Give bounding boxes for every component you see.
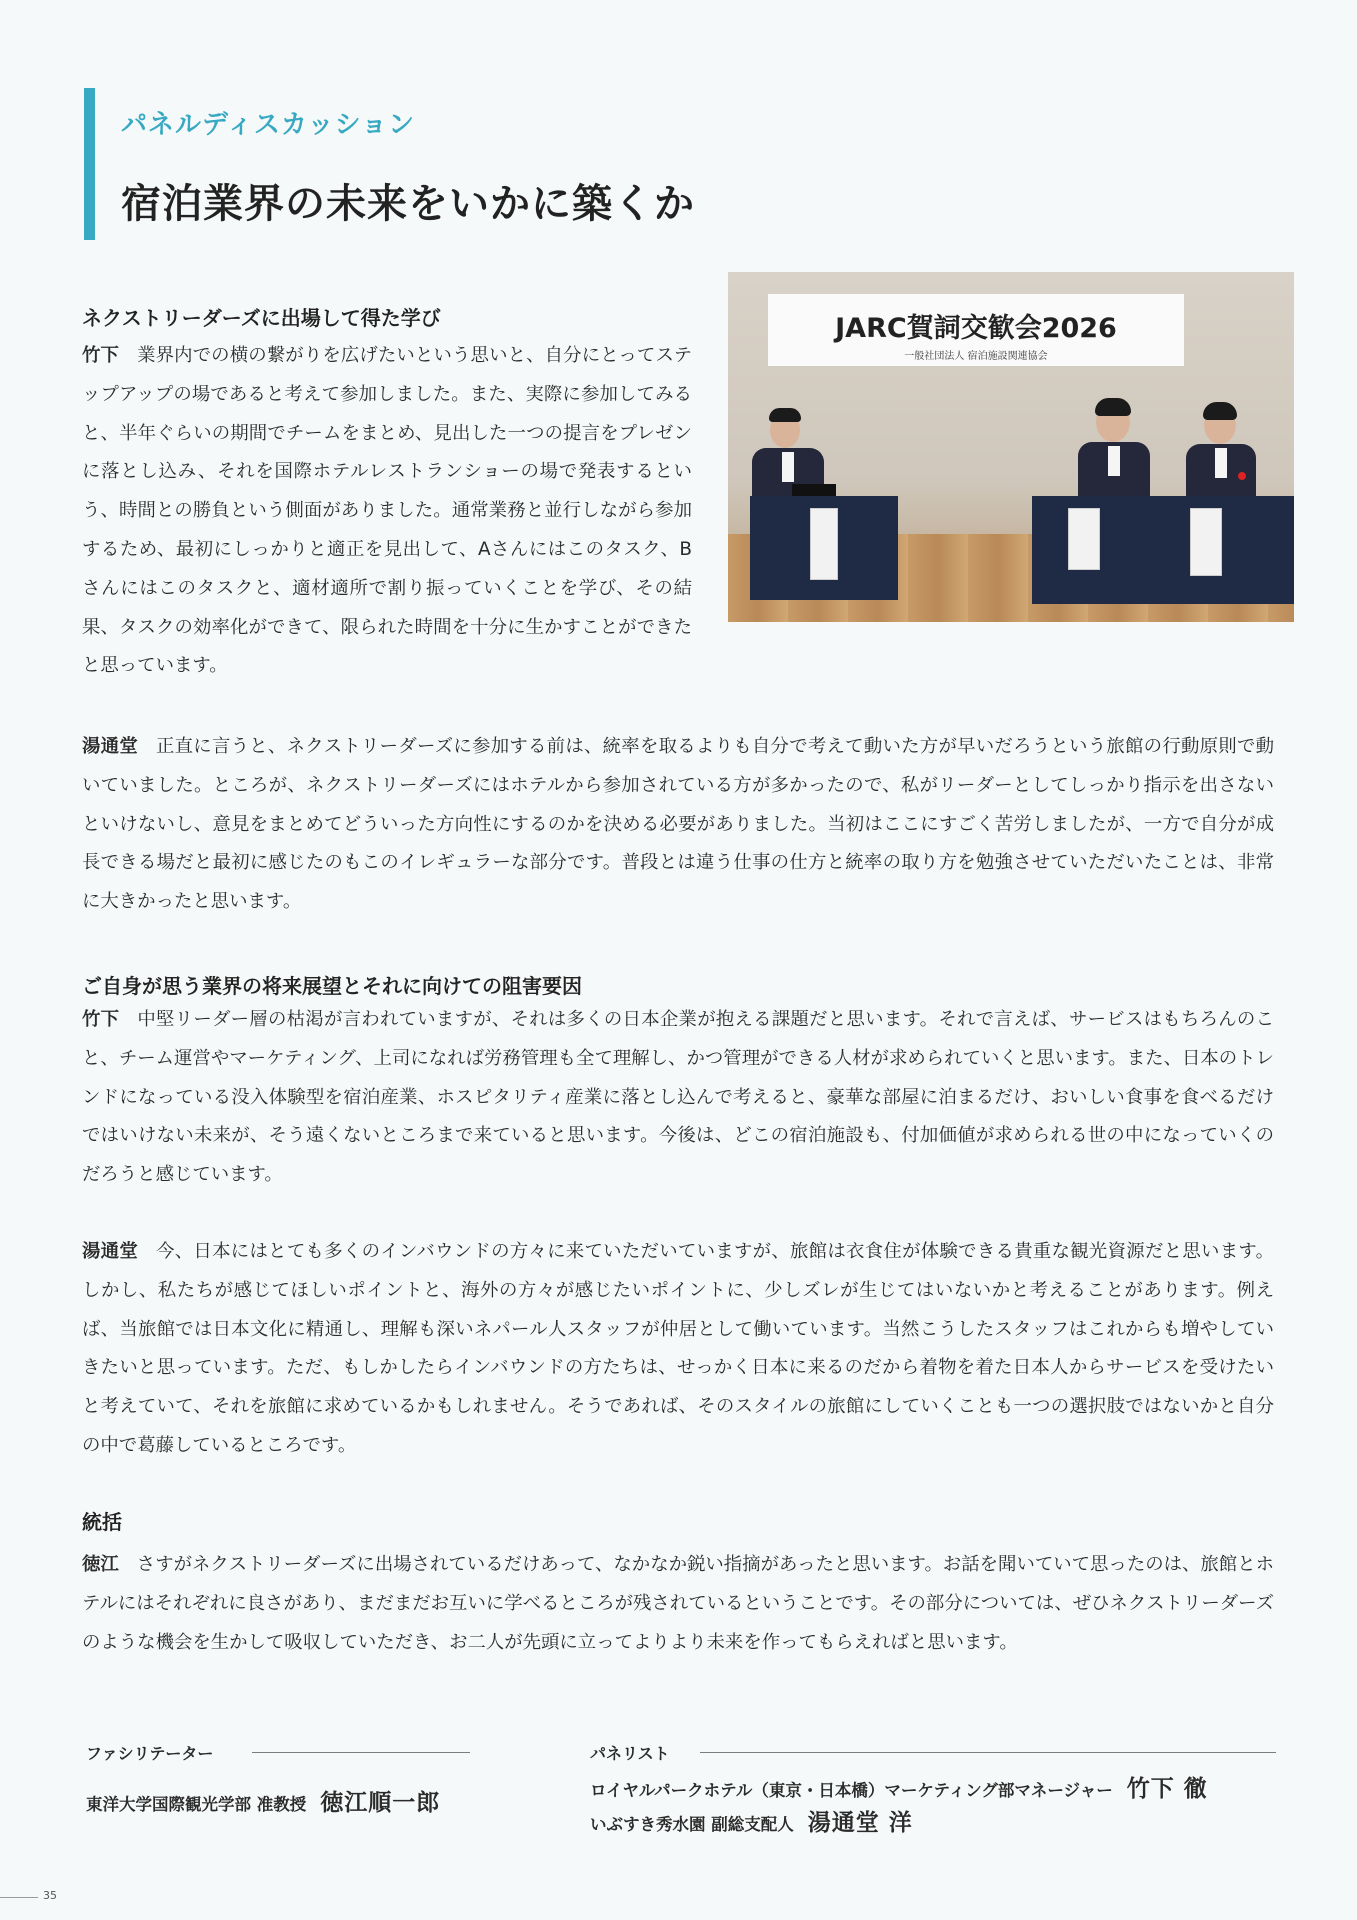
section2-heading: ご自身が思う業界の将来展望とそれに向けての阻害要因 (82, 974, 582, 998)
paragraph-text: さすがネクストリーダーズに出場されているだけあって、なかなか鋭い指摘があったと思います。お話を聞いていて思ったのは、旅館とホテルにはそれぞれに良さがあり、まだまだお互いに学べるところが残されているということです。その部分については、ぜひネクストリーダーズのような機会を生かして吸収していただき、お二人が先頭に立ってよりより未来を作ってもらえればと思います。 (82, 1554, 1274, 1653)
accent-bar (84, 88, 95, 240)
panelist1-credit (590, 1770, 1208, 1803)
section3-heading: 統括 (82, 1510, 122, 1534)
paragraph-text: 中堅リーダー層の枯渇が言われていますが、それは多くの日本企業が抱える課題だと思います。それで言えば、サービスはもちろんのこと、チーム運営やマーケティング、上司になれば労務管理も全て理解し、かつ管理ができる人材が求められていくと思います。また、日本のトレンドになっている没入体験型を宿泊産業、ホスピタリティ産業に落とし込んで考えると、豪華な部屋に泊まるだけ、おいしい食事を食べるだけではいけない未来が、そう遠くないところまで来ていると思います。今後は、どこの宿泊施設も、付加価値が求められる世の中になっていくのだろうと感じています。 (82, 1009, 1274, 1186)
speaker-name: 湯通堂 (82, 1241, 139, 1262)
section1-heading: ネクストリーダーズに出場して得た学び (82, 306, 441, 330)
person-middle-shirt (1108, 446, 1120, 476)
panelist2-credit (590, 1804, 913, 1837)
paragraph-text: 正直に言うと、ネクストリーダーズに参加する前は、統率を取るよりも自分で考えて動いた方が早いだろうという旅館の行動原則で動いていました。ところが、ネクストリーダーズにはホテルから参加されている方が多かったので、私がリーダーとしてしっかり指示を出さないといけないし、意見をまとめてどういった方向性にするのかを決める必要がありました。当初はここにすごく苦労しましたが、一方で自分が成長できる場だと最初に感じたのもこのイレギュラーな部分です。普段とは違う仕事の仕方と統率の取り方を勉強させていただいたことは、非常に大きかったと思います。 (82, 736, 1274, 913)
person-right-hair (1203, 402, 1237, 420)
nameplate-left (810, 508, 838, 580)
banner-title: JARC賀詞交歓会2026 (835, 313, 1117, 344)
person-middle-hair (1095, 398, 1131, 416)
person-right-shirt (1215, 448, 1227, 478)
section1-paragraph-2 (82, 728, 1274, 922)
panelist2-affiliation: いぶすき秀水園 副総支配人 (590, 1815, 794, 1834)
banner-subtitle: 一般社団法人 宿泊施設関連協会 (904, 351, 1048, 362)
panel-photo (728, 272, 1294, 622)
section2-paragraph-1 (82, 1001, 1274, 1195)
page-title: 宿泊業界の未来をいかに築くか (121, 181, 695, 227)
facilitator-affiliation: 東洋大学国際観光学部 准教授 (86, 1795, 307, 1814)
panelist1-affiliation: ロイヤルパークホテル（東京・日本橋）マーケティング部マネージャー (590, 1781, 1113, 1800)
paragraph-text: 業界内での横の繋がりを広げたいという思いと、自分にとってステップアップの場であると考えて参加しました。また、実際に参加してみると、半年ぐらいの期間でチームをまとめ、見出した一つの提言をプレゼンに落とし込み、それを国際ホテルレストランショーの場で発表するという、時間との勝負という側面がありました。通常業務と並行しながら参加するため、最初にしっかりと適正を見出して、Aさんにはこのタスク、Bさんにはこのタスクと、適材適所で割り振っていくことを学び、その結果、タスクの効率化ができて、限られた時間を十分に生かすことができたと思っています。 (82, 345, 692, 677)
page-number: 35 (43, 1889, 57, 1902)
panelist-label: パネリスト (590, 1744, 670, 1763)
facilitator-credit (86, 1784, 440, 1817)
facilitator-name: 徳江順一郎 (320, 1790, 441, 1816)
person-left-shirt (782, 452, 794, 482)
facilitator-rule (252, 1752, 470, 1753)
page-number-rule (0, 1897, 38, 1898)
section-kicker: パネルディスカッション (121, 110, 416, 140)
speaker-name: 湯通堂 (82, 736, 138, 757)
person-left-hair (769, 408, 801, 422)
speaker-name: 竹下 (82, 345, 120, 366)
panelist-rule (700, 1752, 1276, 1753)
nameplate-right (1190, 508, 1222, 576)
facilitator-label: ファシリテーター (86, 1744, 214, 1763)
section1-paragraph-1 (82, 337, 692, 686)
nameplate-middle (1068, 508, 1100, 570)
panelist1-name: 竹下 徹 (1126, 1776, 1208, 1802)
panelist2-name: 湯通堂 洋 (807, 1810, 913, 1836)
speaker-name: 竹下 (82, 1009, 120, 1030)
event-banner (768, 294, 1184, 366)
rose-corsage (1238, 472, 1246, 480)
section2-paragraph-2 (82, 1233, 1274, 1466)
section3-paragraph-1 (82, 1546, 1274, 1662)
paragraph-text: 今、日本にはとても多くのインバウンドの方々に来ていただいていますが、旅館は衣食住が体験できる貴重な観光資源だと思います。しかし、私たちが感じてほしいポイントと、海外の方々が感じたいポイントに、少しズレが生じてはいないかと考えることがあります。例えば、当旅館では日本文化に精通し、理解も深いネパール人スタッフが仲居として働いています。当然こうしたスタッフはこれからも増やしていきたいと思っています。ただ、もしかしたらインバウンドの方たちは、せっかく日本に来るのだから着物を着た日本人からサービスを受けたいと考えていて、それを旅館に求めているかもしれません。そうであれば、そのスタイルの旅館にしていくことも一つの選択肢ではないかと自分の中で葛藤しているところです。 (82, 1241, 1274, 1456)
speaker-name: 徳江 (82, 1554, 119, 1575)
